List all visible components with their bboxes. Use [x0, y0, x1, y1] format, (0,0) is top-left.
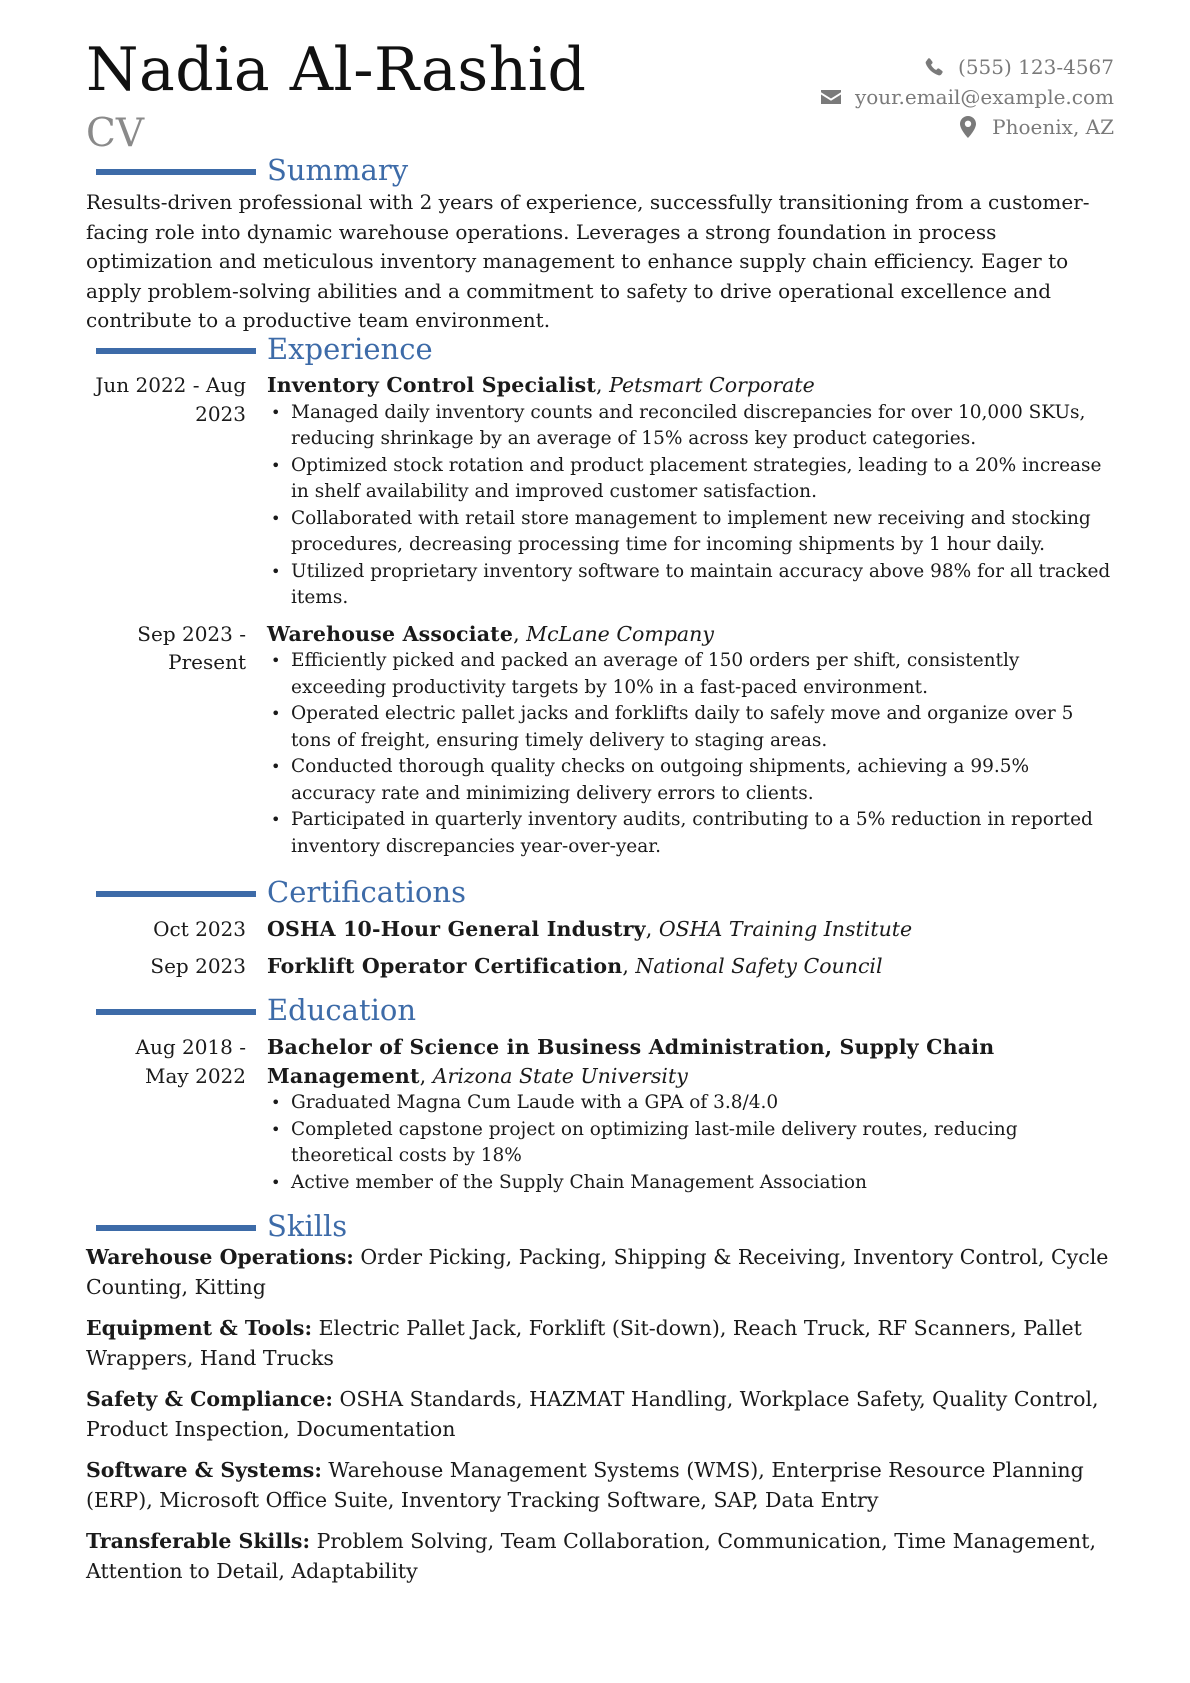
entry-bullets: [267, 648, 1114, 860]
bullet-item: • Active member of the Supply Chain Management Association: [267, 1170, 1114, 1197]
entry-date: Aug 2018 - May 2022: [135, 1035, 246, 1088]
candidate-name: Nadia Al-Rashid: [86, 35, 587, 105]
document-subtitle: CV: [86, 111, 145, 156]
contact-phone: [819, 52, 1114, 82]
entry-role: Warehouse Associate: [267, 621, 514, 646]
skill-group-label: Transferable Skills:: [86, 1529, 311, 1553]
summary-section: [86, 153, 1114, 187]
bullet-item: • Optimized stock rotation and product placement strategies, leading to a 20% increase in shelf availability and improved customer satisfaction.: [267, 453, 1114, 506]
bullet-item: • Efficiently picked and packed an average of 150 orders per shift, consistently exceeding productivity targets by 10% in a fast-paced environment.: [267, 648, 1114, 701]
entry-organization: OSHA Training Institute: [658, 917, 913, 941]
envelope-icon: [819, 86, 843, 108]
summary-text: Results-driven professional with 2 years of experience, successfully transitioning from a customer-facing role into dynamic warehouse operations. Leverages a strong foundation in process optimization and meticulous inventory management to enhance supply chain efficiency. Eager to apply problem-solving abilities and a commitment to safety to drive operational excellence and contribute to a productive team environment.: [86, 190, 1090, 332]
bullet-item: • Participated in quarterly inventory audits, contributing to a 5% reduction in reported inventory discrepancies year-over-year.: [267, 807, 1114, 860]
skill-group: [86, 1385, 1114, 1444]
entry-organization: National Safety Council: [635, 953, 883, 978]
location-text: Phoenix, AZ: [992, 115, 1114, 139]
skill-group-items: OSHA Standards, HAZMAT Handling, Workplace Safety, Quality Control, Product Inspection, Documentation: [86, 1387, 1099, 1441]
section-title-summary: Summary: [267, 153, 409, 187]
certification-entry: [86, 952, 1114, 981]
skill-group: [86, 1456, 1114, 1515]
entry-heading: Warehouse Associate, McLane Company: [267, 621, 714, 646]
section-accent-bar: [96, 348, 256, 354]
section-title-skills: Skills: [267, 1209, 348, 1243]
education-entry: [86, 1033, 1114, 1196]
entry-heading: Bachelor of Science in Business Administration, Supply Chain Management, Arizona State University: [267, 1035, 995, 1088]
skill-group-label: Software & Systems:: [86, 1458, 322, 1482]
experience-section: [86, 332, 1114, 860]
section-accent-bar: [96, 891, 256, 897]
phone-icon: [922, 56, 946, 78]
contact-block: [819, 52, 1114, 142]
entry-organization: Arizona State University: [432, 1063, 688, 1088]
entry-bullets: [267, 400, 1114, 612]
section-accent-bar: [96, 1009, 256, 1015]
skill-group-items: Warehouse Management Systems (WMS), Enterprise Resource Planning (ERP), Microsoft Office Suite, Inventory Tracking Software, SAP, Data Entry: [86, 1458, 1084, 1512]
entry-date: Jun 2022 - Aug 2023: [95, 373, 246, 426]
entry-bullets: [267, 1090, 1114, 1196]
skill-group: [86, 1243, 1114, 1302]
section-title-education: Education: [267, 993, 417, 1027]
phone-number[interactable]: (555) 123-4567: [958, 55, 1114, 79]
entry-role: Inventory Control Specialist: [267, 373, 597, 397]
skill-group: [86, 1314, 1114, 1373]
bullet-item: • Graduated Magna Cum Laude with a GPA of 3.8/4.0: [267, 1090, 1114, 1117]
certifications-section: [86, 875, 1114, 980]
skill-group: [86, 1527, 1114, 1586]
skill-group-label: Safety & Compliance:: [86, 1387, 333, 1411]
entry-heading: Forklift Operator Certification, National Safety Council: [267, 953, 883, 978]
section-accent-bar: [96, 1225, 256, 1231]
bullet-item: • Conducted thorough quality checks on outgoing shipments, achieving a 99.5% accuracy rate and minimizing delivery errors to clients.: [267, 754, 1114, 807]
education-section: [86, 993, 1114, 1196]
section-title-certifications: Certifications: [267, 875, 466, 909]
bullet-item: • Utilized proprietary inventory software to maintain accuracy above 98% for all tracked items.: [267, 559, 1114, 612]
certification-entry: [86, 915, 1114, 944]
entry-date: Sep 2023 - Present: [137, 621, 246, 674]
skill-group-label: Equipment & Tools:: [86, 1316, 313, 1340]
bullet-item: • Completed capstone project on optimizing last-mile delivery routes, reducing theoretical costs by 18%: [267, 1117, 1114, 1170]
entry-date: Oct 2023: [153, 917, 246, 941]
skill-group-items: Electric Pallet Jack, Forklift (Sit-down), Reach Truck, RF Scanners, Pallet Wrappers, Hand Trucks: [86, 1316, 1082, 1370]
bullet-item: • Operated electric pallet jacks and forklifts daily to safely move and organize over 5 tons of freight, ensuring timely delivery to staging areas.: [267, 701, 1114, 754]
experience-entry: [86, 371, 1114, 612]
skill-group-items: Order Picking, Packing, Shipping & Receiving, Inventory Control, Cycle Counting, Kitting: [86, 1245, 1109, 1299]
skill-group-label: Warehouse Operations:: [86, 1245, 354, 1269]
contact-email: [819, 82, 1114, 112]
skills-section: [86, 1209, 1114, 1598]
certification-name: Forklift Operator Certification: [267, 953, 623, 978]
entry-heading: OSHA 10-Hour General Industry, OSHA Training Institute: [267, 917, 913, 941]
certification-name: OSHA 10-Hour General Industry: [267, 917, 646, 941]
bullet-item: • Managed daily inventory counts and reconciled discrepancies for over 10,000 SKUs, reducing shrinkage by an average of 15% across key product categories.: [267, 400, 1114, 453]
section-accent-bar: [96, 169, 256, 175]
email-address[interactable]: your.email@example.com: [854, 85, 1114, 109]
contact-location: [819, 112, 1114, 142]
entry-organization: Petsmart Corporate: [609, 373, 815, 397]
entry-heading: Inventory Control Specialist, Petsmart Corporate: [267, 373, 815, 397]
skill-group-items: Problem Solving, Team Collaboration, Communication, Time Management, Attention to Detail, Adaptability: [86, 1529, 1096, 1583]
experience-entry: [86, 620, 1114, 861]
section-title-experience: Experience: [267, 332, 433, 366]
bullet-item: • Collaborated with retail store management to implement new receiving and stocking procedures, decreasing processing time for incoming shipments by 1 hour daily.: [267, 506, 1114, 559]
map-pin-icon: [956, 116, 980, 138]
degree-name: Bachelor of Science in Business Administration, Supply Chain Management: [267, 1035, 995, 1088]
entry-organization: McLane Company: [526, 621, 714, 646]
entry-date: Sep 2023: [150, 953, 246, 978]
